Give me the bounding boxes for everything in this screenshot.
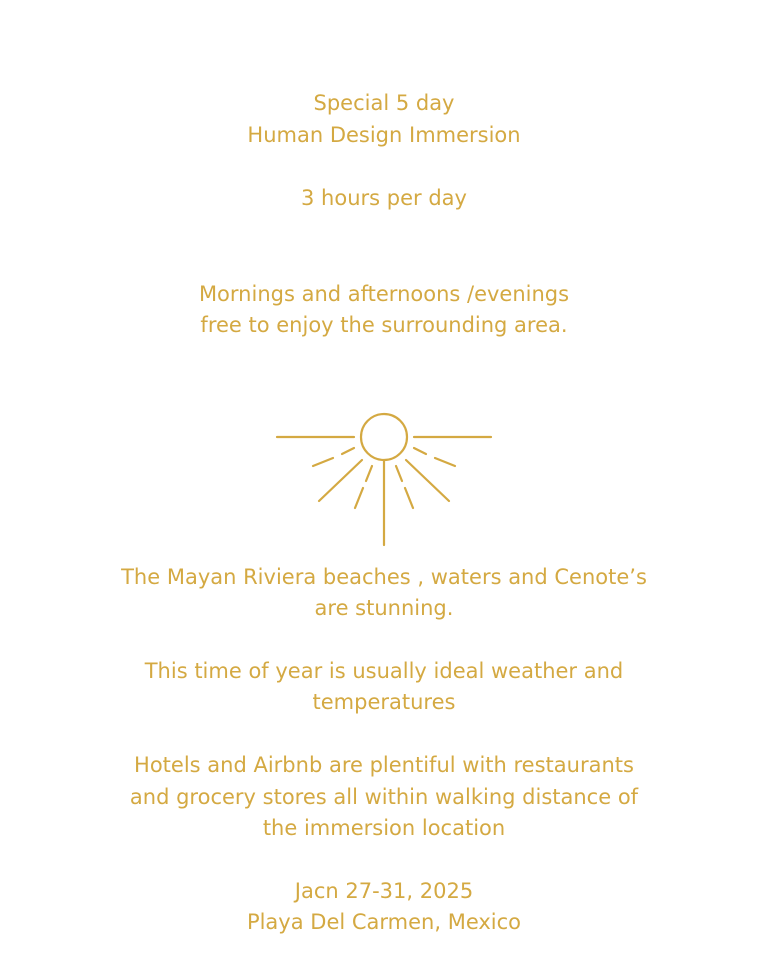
schedule-line-1: Mornings and afternoons /evenings <box>198 282 570 306</box>
beaches-line-1: The Mayan Riviera beaches , waters and Cenote’s <box>121 565 647 589</box>
schedule-line-2: free to enjoy the surrounding area. <box>200 313 568 337</box>
sun-ray <box>406 460 449 501</box>
sun-ray <box>396 466 402 481</box>
weather-line-1: This time of year is usually ideal weather and <box>144 659 624 683</box>
sun-ray <box>319 460 362 501</box>
sun-ray <box>366 466 372 481</box>
title-line-2: Human Design Immersion <box>247 123 521 147</box>
lodging-line-2: and grocery stores all within walking distance of <box>129 785 639 809</box>
weather-line-2: temperatures <box>312 690 456 714</box>
sun-ray <box>342 448 354 454</box>
sun-ray <box>435 458 455 466</box>
event-location: Playa Del Carmen, Mexico <box>246 910 522 934</box>
sun-ray <box>414 448 426 454</box>
lodging-line-3: the immersion location <box>262 816 506 840</box>
sun-ray <box>405 488 413 508</box>
title-line-1: Special 5 day <box>313 91 455 115</box>
lodging-line-1: Hotels and Airbnb are plentiful with restaurants <box>134 753 634 777</box>
sun-ray <box>313 458 333 466</box>
event-dates: Jacn 27-31, 2025 <box>294 879 474 903</box>
hours-per-day: 3 hours per day <box>301 186 467 210</box>
beaches-line-2: are stunning. <box>314 596 454 620</box>
sun-ray <box>355 488 363 508</box>
sun-circle <box>361 414 407 460</box>
